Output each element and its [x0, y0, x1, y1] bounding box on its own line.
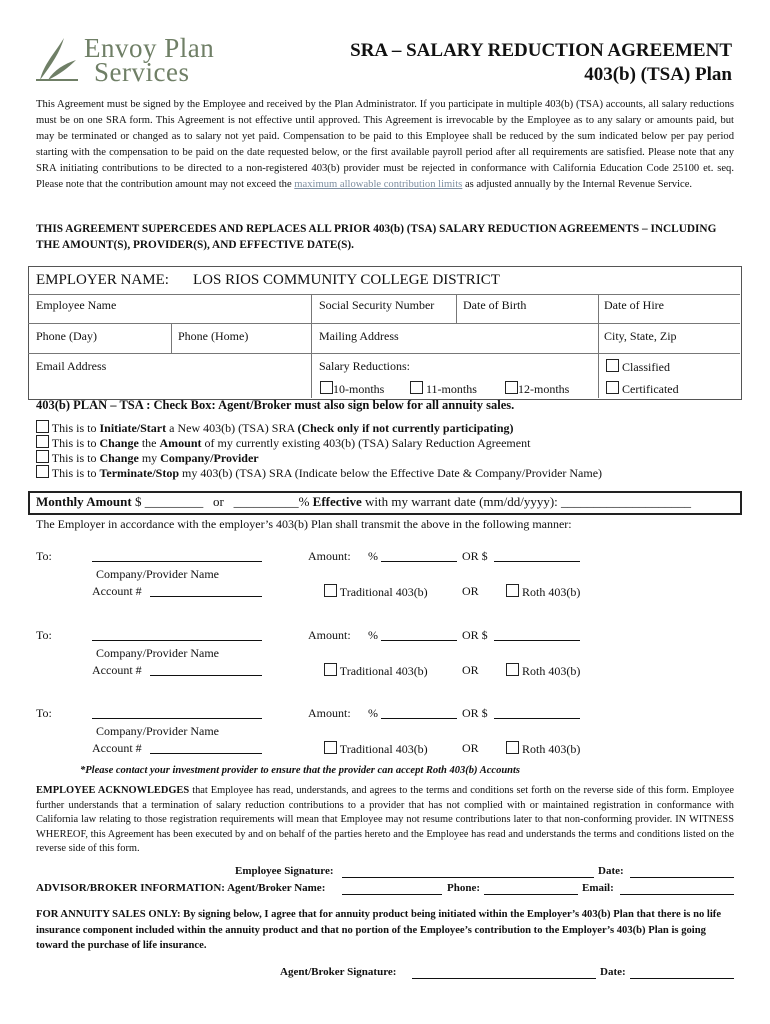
opt-bold: (Check only if not currently participating) [297, 421, 514, 435]
company-provider-label: Company/Provider Name [96, 646, 219, 660]
option-initiate[interactable] [36, 420, 514, 436]
company-name-line[interactable] [92, 549, 262, 562]
months10-checkbox[interactable] [320, 381, 333, 394]
mailing-address-field[interactable]: Mailing Address [319, 329, 399, 343]
opt-bold: Initiate/Start [99, 421, 167, 435]
employee-date-label: Date: [598, 865, 624, 877]
transmit-text: The Employer in accordance with the employer’s 403(b) Plan shall transmit the above in the following manner: [36, 517, 572, 531]
option-change-provider[interactable] [36, 450, 259, 466]
monthly-amount-line [36, 494, 691, 510]
advisor-phone-label: Phone: [447, 882, 480, 894]
account-label: Account # [92, 741, 142, 755]
supersede-notice: THIS AGREEMENT SUPERCEDES AND REPLACES ALL PRIOR 403(b) (TSA) SALARY REDUCTION AGREEMENTS – INCLUDING THE AMOUNT(S), PROVIDER(S), AND EFFECTIVE DATE(S). [36, 223, 717, 251]
months12-checkbox[interactable] [505, 381, 518, 394]
advisor-email-label: Email: [582, 882, 614, 894]
employer-name: LOS RIOS COMMUNITY COLLEGE DISTRICT [193, 272, 500, 288]
company-name-line[interactable] [92, 706, 262, 719]
monthly-effective: Effective [312, 494, 362, 509]
ack-bold: EMPLOYEE ACKNOWLEDGES [36, 785, 190, 796]
opt-bold: Terminate/Stop [99, 466, 180, 480]
phone-home-field[interactable]: Phone (Home) [178, 329, 249, 343]
classified-label: Classified [622, 360, 670, 374]
traditional-option[interactable] [324, 584, 428, 600]
opt-bold: Change [99, 451, 139, 465]
months10-option[interactable] [320, 381, 384, 397]
employee-signature-label: Employee Signature: [235, 865, 334, 877]
monthly-or: or [203, 494, 234, 509]
option-change-amount[interactable] [36, 435, 530, 451]
opt-text: This is to [51, 436, 100, 450]
logo-line2: Services [94, 57, 190, 87]
email-field[interactable]: Email Address [36, 359, 107, 373]
agent-phone-line[interactable] [484, 882, 578, 895]
percent-line[interactable] [381, 549, 457, 562]
dob-field[interactable]: Date of Birth [463, 298, 527, 312]
dollar-line[interactable] [494, 549, 580, 562]
initiate-checkbox[interactable] [36, 420, 49, 433]
opt-bold: Amount [159, 436, 202, 450]
company-provider-label: Company/Provider Name [96, 567, 219, 581]
percent-line[interactable] [381, 706, 457, 719]
agent-signature-label: Agent/Broker Signature: [280, 966, 397, 978]
roth-option[interactable] [506, 663, 580, 679]
percent-line[interactable] [381, 628, 457, 641]
terminate-checkbox[interactable] [36, 465, 49, 478]
annuity-statement: FOR ANNUITY SALES ONLY: By signing below, I agree that for annuity product being initiated within the Employer’s 403(b) Plan that there is no life insurance component included within the annuity product and that no portion of the Employee’s contribution to the Employer’s 403(b) Plan is going toward the purchase of life insurance. [36, 909, 722, 951]
amount-label: Amount: [308, 706, 351, 720]
certificated-label: Certificated [622, 382, 679, 396]
account-number-line[interactable] [150, 741, 262, 754]
roth-label: Roth 403(b) [522, 664, 581, 678]
classified-option[interactable] [606, 359, 670, 375]
intro-text: This Agreement must be signed by the Employee and received by the Plan Administrator. If you participate in multiple 403(b) (TSA) accounts, all salary reductions must be on one SRA form. This Agreement is not effective until approved. This Agreement is irrevocable by the Employee as to any salary or amounts paid, but may be terminated or changed as to salary not yet paid. Compensation to be paid to this Employee shall be reduced by the sum indicated below per pay period starting with the compensation to be paid on the date requested below, or the first available payroll period after all requirements are satisfied. Please note that any SRA initiating contributions to be directed to a non-registered 403(b) provider must be rejected in conformance with California Education Code 25100 et. seq. Please note that the contribution amount may not exceed the [36, 99, 734, 191]
employee-signature-line[interactable] [342, 865, 594, 878]
opt-text: a New 403(b) (TSA) SRA [166, 421, 298, 435]
plan-heading: 403(b) PLAN – TSA : Check Box: Agent/Broker must also sign below for all annuity sales. [36, 398, 515, 412]
company-provider-label: Company/Provider Name [96, 724, 219, 738]
opt-text: This is to [51, 421, 100, 435]
opt-text: my [138, 451, 161, 465]
or-label: OR [462, 663, 479, 677]
to-label: To: [36, 549, 52, 563]
account-label: Account # [92, 584, 142, 598]
ssn-field[interactable]: Social Security Number [319, 298, 435, 312]
months11-checkbox[interactable] [410, 381, 423, 394]
agent-email-line[interactable] [620, 882, 734, 895]
logo-leaf-icon [34, 34, 80, 84]
roth-option[interactable] [506, 584, 580, 600]
roth-label: Roth 403(b) [522, 742, 581, 756]
option-terminate[interactable] [36, 465, 602, 481]
agent-name-line[interactable] [342, 882, 442, 895]
monthly-label: Monthly Amount [36, 494, 132, 509]
traditional-option[interactable] [324, 663, 428, 679]
classified-checkbox[interactable] [606, 359, 619, 372]
months11-option[interactable] [410, 381, 477, 397]
roth-note: *Please contact your investment provider to ensure that the provider can accept Roth 403(b) Accounts [80, 765, 521, 776]
traditional-option[interactable] [324, 741, 428, 757]
monthly-pct[interactable]: __________% [233, 494, 313, 509]
opt-bold: Company/Provider [160, 451, 259, 465]
change-amount-checkbox[interactable] [36, 435, 49, 448]
or-dollar-label: OR $ [462, 549, 488, 563]
roth-checkbox[interactable] [506, 741, 519, 754]
opt-bold: Change [99, 436, 139, 450]
traditional-checkbox[interactable] [324, 584, 337, 597]
employer-label: EMPLOYER NAME: [36, 272, 169, 288]
contribution-limits-link[interactable]: maximum allowable contribution limits [294, 179, 463, 191]
traditional-checkbox[interactable] [324, 663, 337, 676]
company-name-line[interactable] [92, 628, 262, 641]
roth-checkbox[interactable] [506, 663, 519, 676]
roth-checkbox[interactable] [506, 584, 519, 597]
percent-sign: % [368, 706, 378, 720]
traditional-label: Traditional 403(b) [339, 585, 428, 599]
dollar-line[interactable] [494, 628, 580, 641]
city-state-zip-field[interactable]: City, State, Zip [604, 329, 677, 343]
ack-text: that Employee has read, understands, and agrees to the terms and conditions set forth on the reverse side of this form. Employee further understands that a termination of salary reduction contributions to a provider that has not complied with or maintained registration in conformance with California law relating to those registration requirements will mean that Employee may not resume contributions later to that non-conforming provider. IN WITNESS WHEREOF, this Agreement has been executed by and on behalf of the parties hereto and the Employee has read and understands the terms and conditions listed on the reverse side of this form. [36, 785, 734, 855]
date-of-hire-field[interactable]: Date of Hire [604, 298, 664, 312]
dollar-line[interactable] [494, 706, 580, 719]
traditional-checkbox[interactable] [324, 741, 337, 754]
certificated-checkbox[interactable] [606, 381, 619, 394]
to-label: To: [36, 706, 52, 720]
change-provider-checkbox[interactable] [36, 450, 49, 463]
employee-name-field[interactable]: Employee Name [36, 298, 117, 312]
page-title: SRA – SALARY REDUCTION AGREEMENT [350, 40, 732, 61]
or-dollar-label: OR $ [462, 706, 488, 720]
opt-text: This is to [51, 466, 100, 480]
acknowledgement [36, 784, 734, 857]
logo [34, 34, 234, 86]
percent-sign: % [368, 628, 378, 642]
opt-text: This is to [51, 451, 100, 465]
or-dollar-label: OR $ [462, 628, 488, 642]
certificated-option[interactable] [606, 381, 679, 397]
amount-label: Amount: [308, 628, 351, 642]
or-label: OR [462, 584, 479, 598]
to-label: To: [36, 628, 52, 642]
page-subtitle: 403(b) (TSA) Plan [584, 64, 732, 85]
percent-sign: % [368, 549, 378, 563]
employee-date-line[interactable] [630, 865, 734, 878]
months12-label: 12-months [518, 382, 570, 396]
months10-label: 10-months [333, 382, 385, 396]
roth-label: Roth 403(b) [522, 585, 581, 599]
months11-label: 11-months [426, 382, 477, 396]
traditional-label: Traditional 403(b) [339, 742, 428, 756]
agent-date-line[interactable] [630, 966, 734, 979]
logo-line1: Envoy Plan [84, 33, 215, 63]
phone-day-field[interactable]: Phone (Day) [36, 329, 97, 343]
agent-date-label: Date: [600, 966, 626, 978]
agent-signature-line[interactable] [412, 966, 596, 979]
salary-reductions-label: Salary Reductions: [319, 359, 410, 373]
account-label: Account # [92, 663, 142, 677]
months12-option[interactable] [505, 381, 569, 397]
intro-paragraph [36, 97, 734, 194]
intro-tail: as adjusted annually by the Internal Revenue Service. [462, 179, 693, 191]
warrant-date-field[interactable]: with my warrant date (mm/dd/yyyy): ____________________ [361, 494, 692, 509]
account-number-line[interactable] [150, 584, 262, 597]
traditional-label: Traditional 403(b) [339, 664, 428, 678]
opt-text: of my currently existing 403(b) (TSA) Salary Reduction Agreement [201, 436, 531, 450]
roth-option[interactable] [506, 741, 580, 757]
amount-label: Amount: [308, 549, 351, 563]
opt-text: the [138, 436, 160, 450]
monthly-dollar[interactable]: $ _________ [131, 494, 204, 509]
account-number-line[interactable] [150, 663, 262, 676]
opt-text: my 403(b) (TSA) SRA (Indicate below the Effective Date & Company/Provider Name) [179, 466, 603, 480]
advisor-label: ADVISOR/BROKER INFORMATION: Agent/Broker Name: [36, 882, 326, 894]
or-label: OR [462, 741, 479, 755]
